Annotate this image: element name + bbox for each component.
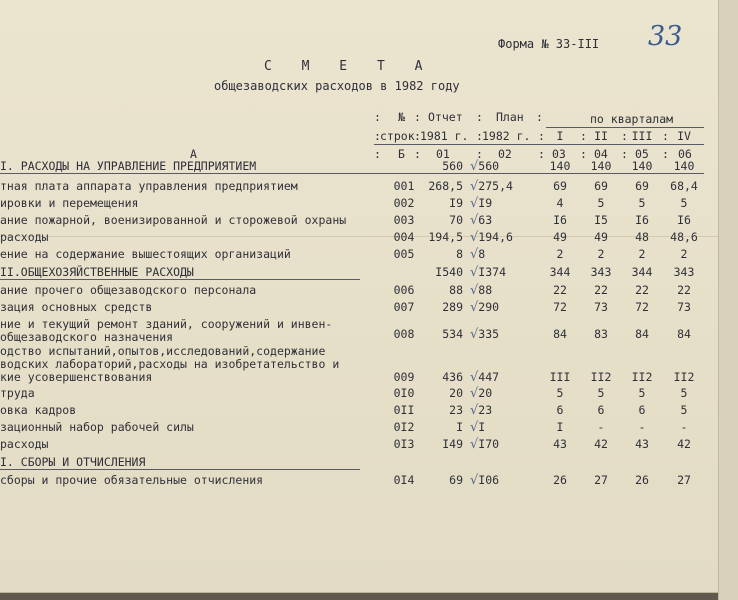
checkmark-icon: √ [470,247,479,262]
row-quarter-4: 5 [680,196,688,210]
row-quarter-3: 344 [631,265,653,279]
plan-value: 88 [478,283,493,297]
section-heading: II.ОБЩЕХОЗЯЙСТВЕННЫЕ РАСХОДЫ [0,265,194,279]
row-code: 0I2 [393,420,415,434]
header-col-code: 05 [635,147,649,161]
header-colon: : [414,147,421,161]
plan-value: 335 [478,327,500,341]
section-underline [0,279,360,280]
row-code: 0I3 [393,437,415,451]
row-label: ние и текущий ремонт зданий, сооружений и инвен- [0,317,333,331]
row-report-1981: 289 [442,300,463,314]
row-quarter-2: 6 [597,403,605,417]
row-quarter-1: I [556,420,564,434]
plan-value: 194,6 [478,230,513,244]
row-quarter-1: 84 [553,327,567,341]
row-quarter-1: 344 [549,265,571,279]
row-quarter-2: 343 [590,265,612,279]
row-quarter-3: 6 [638,403,646,417]
row-plan-1982 [470,387,530,400]
row-quarter-4: 84 [677,327,691,341]
row-quarter-3: 22 [635,283,649,297]
row-code: 0I0 [393,386,415,400]
row-plan-1982 [470,160,530,173]
row-quarter-1: 49 [553,230,567,244]
section-heading: I. СБОРЫ И ОТЧИСЛЕНИЯ [0,455,146,469]
row-plan-1982 [470,371,530,384]
row-label: зационный набор рабочей силы [0,420,194,434]
row-code: 008 [393,327,415,341]
row-label-continued: общезаводского назначения [0,330,174,344]
header-colon: : [414,110,421,124]
row-quarter-3: - [638,420,646,434]
row-quarter-2: - [597,420,605,434]
header-col-code: 06 [678,147,692,161]
row-quarter-4: 27 [677,473,691,487]
row-report-1981: I540 [435,265,463,279]
plan-value: I70 [478,437,500,451]
row-quarter-1: 2 [556,247,564,261]
row-quarter-1: 140 [549,159,571,173]
row-quarter-3: II2 [631,370,653,384]
header-colon: : [621,147,628,161]
plan-value: 447 [478,370,500,384]
row-quarter-1: III [549,370,571,384]
checkmark-icon: √ [470,265,479,280]
row-label-continued: кие усовершенствования [0,370,153,384]
row-report-1981: 69 [449,473,463,487]
plan-value: 63 [478,213,493,227]
row-plan-1982 [470,197,530,210]
header-col-code: 01 [436,147,450,161]
row-report-1981: I49 [442,437,463,451]
header-quarter-1: I [556,129,564,143]
row-code: 007 [393,300,415,314]
row-report-1981: 70 [449,213,463,227]
plan-value: 275,4 [478,179,513,193]
row-quarter-1: 4 [556,196,564,210]
row-quarter-4: 5 [680,403,688,417]
plan-value: I06 [478,473,500,487]
header-plan: План [496,110,524,124]
row-code: 002 [393,196,415,210]
row-plan-1982 [470,301,530,314]
header-colon: : [538,147,545,161]
row-report-1981: 8 [456,247,463,261]
plan-value: 20 [478,386,493,400]
header-colon: : [476,110,483,124]
row-label: расходы [0,230,49,244]
row-label: ание прочего общезаводского персонала [0,283,257,297]
checkmark-icon: √ [470,213,479,228]
header-row-b: Б [398,147,405,161]
row-quarter-2: 49 [594,230,608,244]
row-label: ание пожарной, военизированной и сторожевой охраны [0,213,347,227]
underlying-sheet-edge [718,0,738,600]
row-plan-1982 [470,474,530,487]
row-label: расходы [0,437,49,451]
row-quarter-3: 26 [635,473,649,487]
row-plan-1982 [470,404,530,417]
row-quarter-4: 73 [677,300,691,314]
row-quarter-1: 69 [553,179,567,193]
document-title: С М Е Т А [264,59,434,74]
row-label: овка кадров [0,403,77,417]
row-report-1981: 194,5 [428,230,463,244]
row-report-1981: 534 [442,327,463,341]
header-colon: : [476,129,483,143]
header-colon: : [374,110,381,124]
header-col-code: 02 [498,147,512,161]
row-quarter-4: II2 [673,370,695,384]
row-quarter-3: 84 [635,327,649,341]
checkmark-icon: √ [470,230,479,245]
row-label: труда [0,386,35,400]
checkmark-icon: √ [470,473,479,488]
row-code: 009 [393,370,415,384]
row-label: ировки и перемещения [0,196,139,210]
row-report-1981: 20 [449,386,463,400]
row-code: 005 [393,247,415,261]
row-quarter-3: 2 [638,247,646,261]
row-quarter-2: I5 [594,213,608,227]
row-quarter-2: II2 [590,370,612,384]
checkmark-icon: √ [470,403,479,418]
row-report-1981: 436 [442,370,463,384]
row-quarter-2: 2 [597,247,605,261]
header-colon: : [580,129,587,143]
row-code: 004 [393,230,415,244]
row-quarter-2: 22 [594,283,608,297]
row-quarter-4: - [680,420,688,434]
row-quarter-2: 69 [594,179,608,193]
header-colon: : [374,147,381,161]
row-quarter-1: 26 [553,473,567,487]
row-label: тная плата аппарата управления предприятием [0,179,298,193]
row-quarter-2: 5 [597,196,605,210]
section-heading: I. РАСХОДЫ НА УПРАВЛЕНИЕ ПРЕДПРИЯТИЕМ [0,159,257,173]
header-report-year: 1981 г. [420,129,469,143]
row-quarter-4: I6 [677,213,691,227]
plan-value: I9 [478,196,493,210]
form-number: Форма № 33-III [498,37,600,51]
row-quarter-4: 5 [680,386,688,400]
row-quarter-2: 83 [594,327,608,341]
plan-value: I [478,420,486,434]
row-label: сборы и прочие обязательные отчисления [0,473,264,487]
plan-value: 8 [478,247,486,261]
row-label: ение на содержание вышестоящих организаций [0,247,291,261]
row-quarter-4: 48,6 [670,230,698,244]
checkmark-icon: √ [470,370,479,385]
row-report-1981: I9 [449,196,463,210]
row-quarter-4: 68,4 [670,179,698,193]
row-quarter-1: 72 [553,300,567,314]
row-quarter-4: 22 [677,283,691,297]
row-quarter-4: 42 [677,437,691,451]
header-quarters: по кварталам [590,112,674,126]
row-code: 0II [393,403,415,417]
row-quarter-2: 140 [590,159,612,173]
header-colon: : [662,147,669,161]
document-subtitle: общезаводских расходов в 1982 году [214,79,460,93]
row-label-continued: водских лабораторий,расходы на изобретательство и [0,357,340,371]
row-quarter-2: 42 [594,437,608,451]
row-quarter-2: 5 [597,386,605,400]
header-colon: : [538,129,545,143]
header-report: Отчет [428,110,463,124]
plan-value: 23 [478,403,493,417]
row-plan-1982 [470,180,530,193]
row-label: одство испытаний,опытов,исследований,содержание [0,344,326,358]
row-quarter-3: 140 [631,159,653,173]
row-label: зация основных средств [0,300,153,314]
row-code: 001 [393,179,415,193]
plan-value: 290 [478,300,500,314]
row-quarter-3: 72 [635,300,649,314]
header-colon: : [374,129,381,143]
header-colon: : [580,147,587,161]
row-plan-1982 [470,421,530,434]
row-quarter-1: 5 [556,386,564,400]
header-no: № [398,110,405,124]
header-quarter-4: IV [677,129,691,143]
header-colon: : [662,129,669,143]
row-quarter-1: 43 [553,437,567,451]
row-plan-1982 [470,284,530,297]
plan-value: I374 [478,265,506,279]
section-underline [0,469,360,470]
row-quarter-2: 27 [594,473,608,487]
row-quarter-1: I6 [553,213,567,227]
header-row-a: А [190,147,197,161]
checkmark-icon: √ [470,437,479,452]
row-plan-1982 [470,231,530,244]
row-quarter-2: 73 [594,300,608,314]
header-colon: : [414,129,421,143]
section-underline [0,173,360,174]
header-str: строк [380,129,415,143]
row-quarter-3: 69 [635,179,649,193]
row-report-1981: 268,5 [428,179,463,193]
row-report-1981: I [456,420,463,434]
header-quarter-2: II [594,129,608,143]
header-colon: : [476,147,483,161]
header-colon: : [536,110,543,124]
checkmark-icon: √ [470,386,479,401]
checkmark-icon: √ [470,300,479,315]
row-code: 0I4 [393,473,415,487]
row-plan-1982 [470,328,530,341]
row-code: 006 [393,283,415,297]
handwritten-page-number: 33 [648,21,683,52]
header-colon: : [621,129,628,143]
row-report-1981: 23 [449,403,463,417]
row-quarter-3: 43 [635,437,649,451]
row-quarter-3: I6 [635,213,649,227]
checkmark-icon: √ [470,283,479,298]
checkmark-icon: √ [470,420,479,435]
row-plan-1982 [470,266,530,279]
header-col-code: 04 [594,147,608,161]
checkmark-icon: √ [470,327,479,342]
header-col-code: 03 [552,147,566,161]
header-rule [374,144,704,145]
row-report-1981: 88 [449,283,463,297]
row-quarter-1: 22 [553,283,567,297]
plan-value: 560 [478,159,500,173]
checkmark-icon: √ [470,196,479,211]
row-plan-1982 [470,214,530,227]
row-code: 003 [393,213,415,227]
row-report-1981: 560 [442,159,463,173]
row-quarter-3: 5 [638,196,646,210]
checkmark-icon: √ [470,159,479,174]
row-quarter-4: 140 [673,159,695,173]
row-plan-1982 [470,438,530,451]
row-quarter-1: 6 [556,403,564,417]
row-quarter-3: 5 [638,386,646,400]
checkmark-icon: √ [470,179,479,194]
header-quarter-3: III [631,129,653,143]
row-quarter-3: 48 [635,230,649,244]
row-plan-1982 [470,248,530,261]
row-quarter-4: 343 [673,265,695,279]
row-quarter-4: 2 [680,247,688,261]
header-plan-year: 1982 г. [482,129,531,143]
header-rule [546,127,704,128]
